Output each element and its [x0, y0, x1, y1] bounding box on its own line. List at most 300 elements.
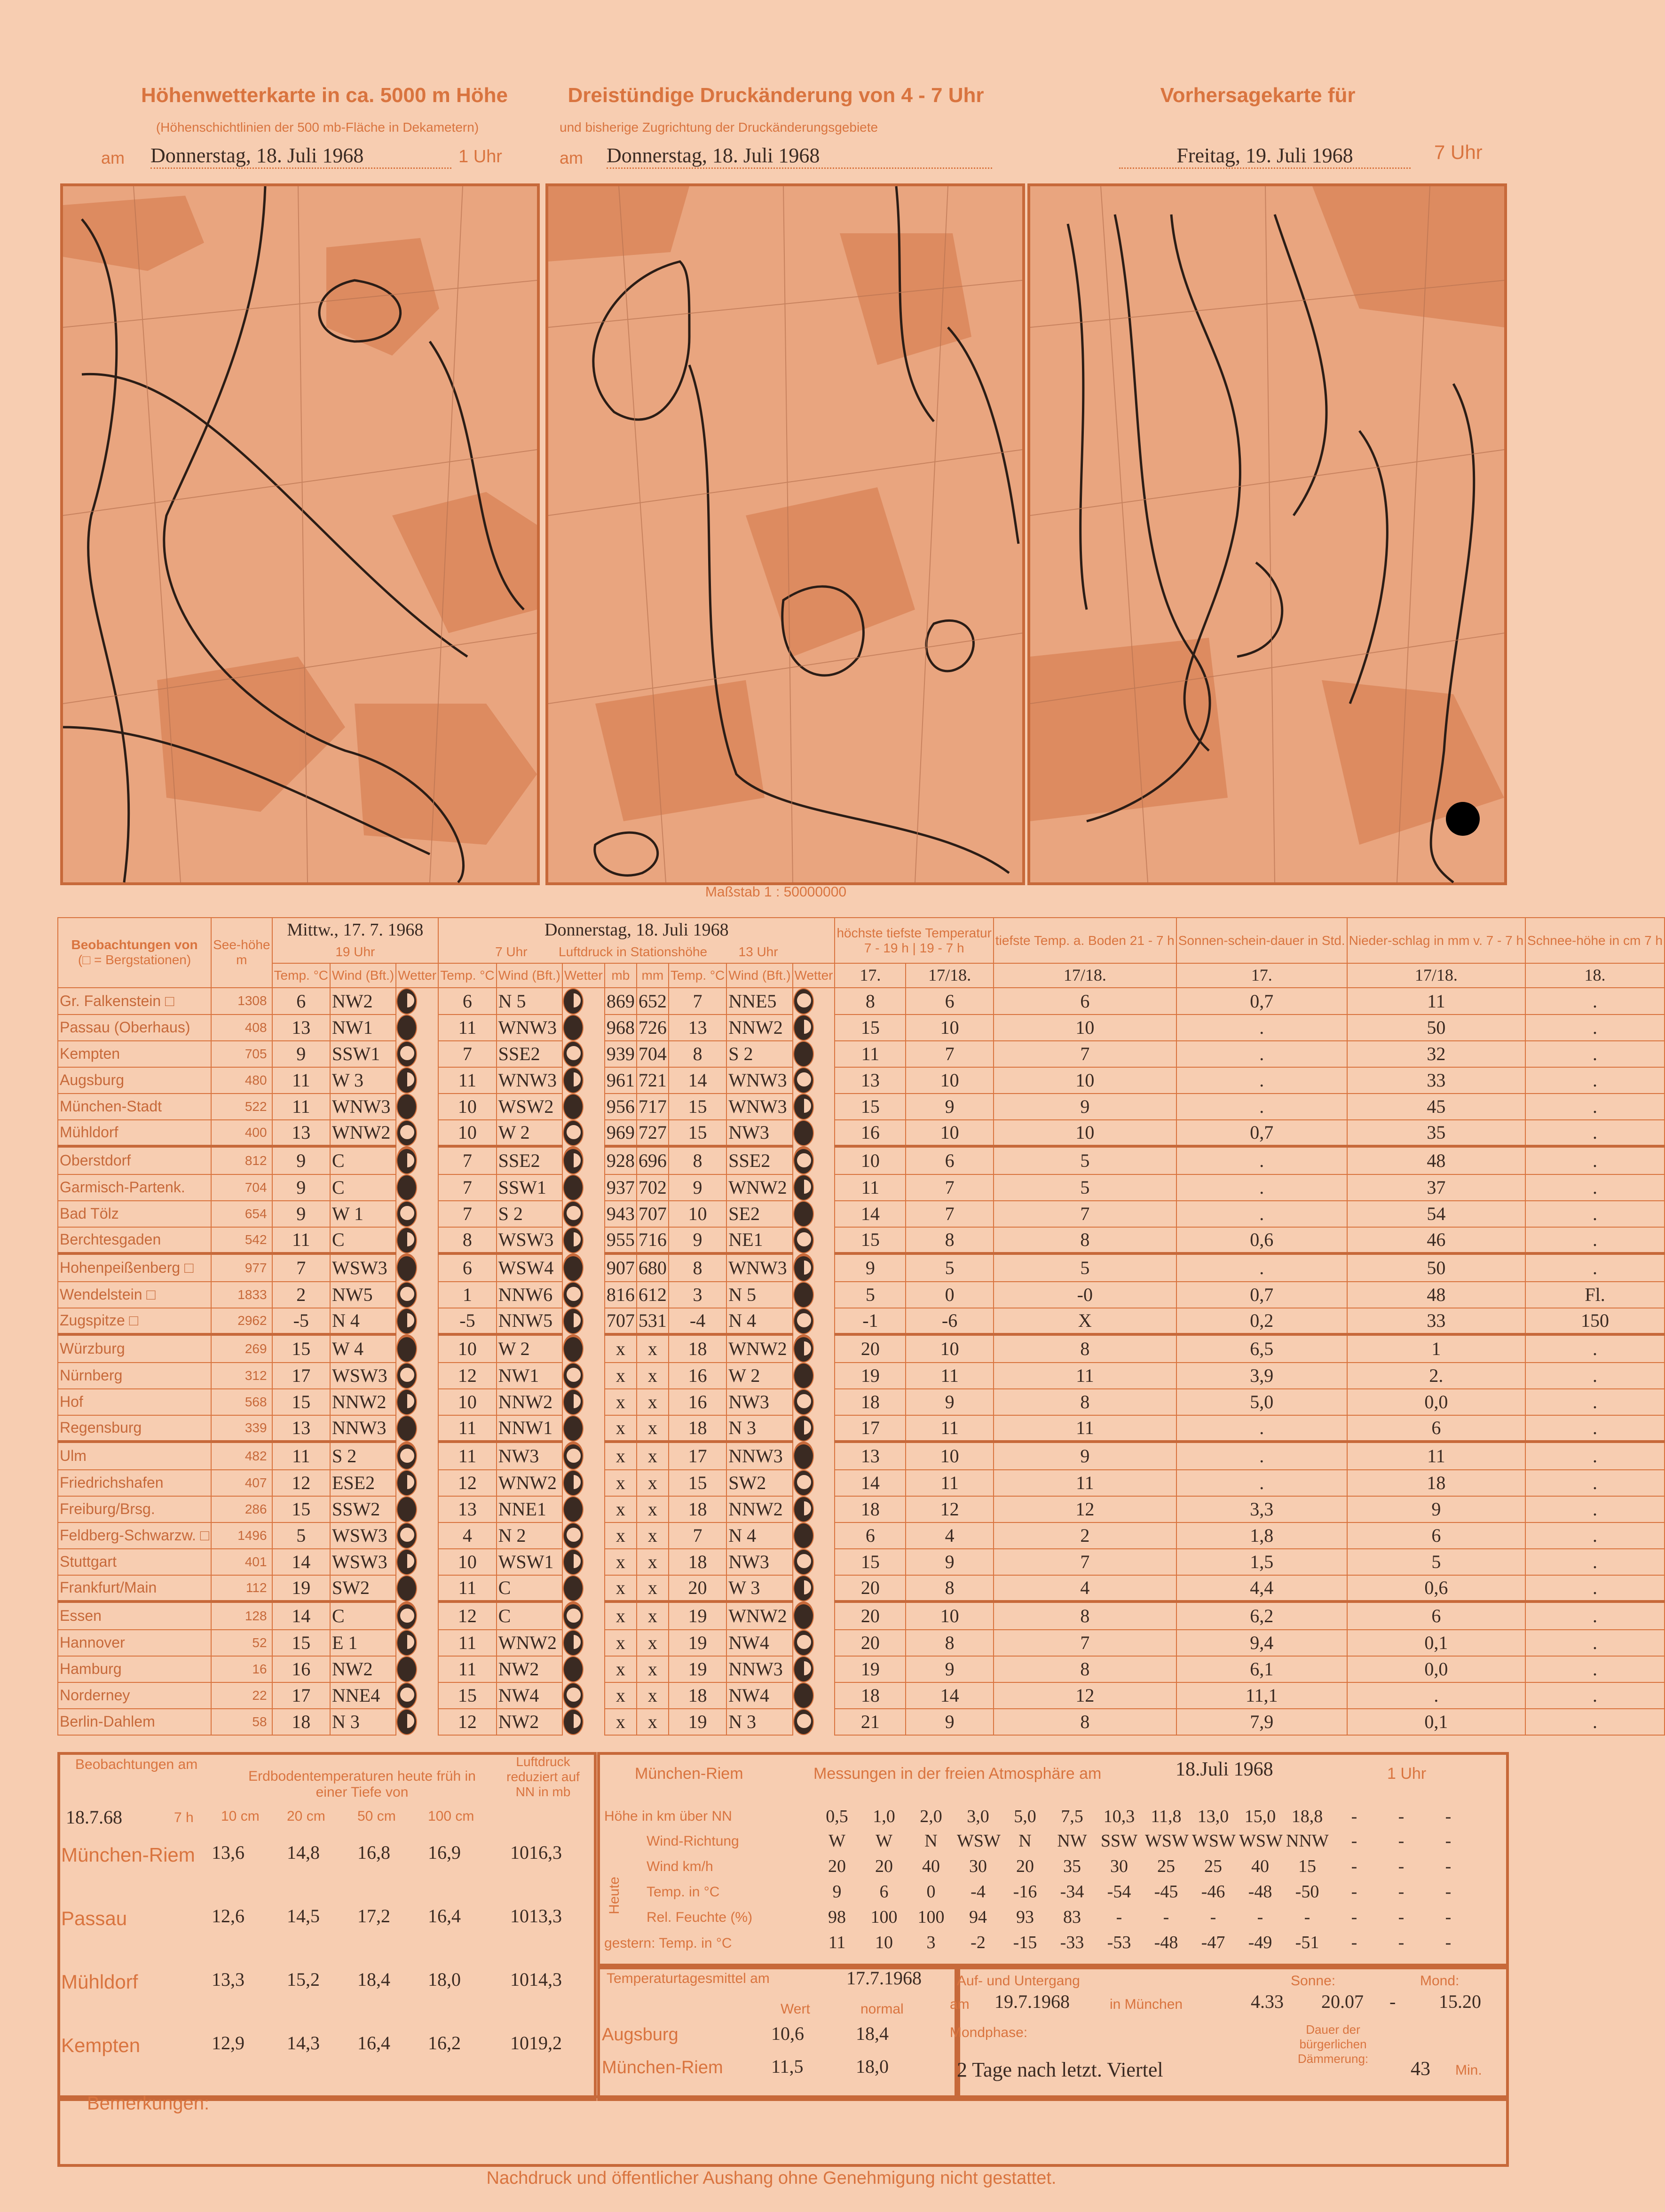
cell: 8 — [994, 1602, 1176, 1630]
cell: x — [637, 1575, 669, 1602]
cell: 50 — [1347, 1015, 1525, 1041]
station-name: Essen — [58, 1602, 211, 1630]
day2-header: Donnerstag, 18. Juli 1968 7 Uhr Luftdruck in Stationshöhe 13 Uhr — [438, 918, 835, 963]
cell: 1833 — [211, 1282, 272, 1308]
sun-date: 17. — [1176, 963, 1347, 987]
weather-symbol-icon — [796, 992, 813, 1009]
cell: 15 — [669, 1470, 726, 1496]
aerology-temps-value: 6 — [879, 1882, 889, 1902]
weather-symbol-icon — [399, 1579, 415, 1595]
weather-symbol-icon — [565, 1152, 582, 1169]
cell: . — [1525, 1549, 1665, 1575]
aerology-rhs-value: - — [1163, 1907, 1169, 1927]
dusk-unit: Min. — [1455, 2062, 1482, 2078]
cell: . — [1525, 1575, 1665, 1602]
cell: 10 — [906, 1067, 994, 1094]
cell: 400 — [211, 1120, 272, 1146]
cell: 9 — [669, 1174, 726, 1201]
cell: 7 — [669, 1522, 726, 1549]
aerology-rh-label: Rel. Feuchte (%) — [647, 1910, 753, 1925]
aerology-speeds-value: 20 — [1016, 1856, 1034, 1876]
cell: N 5 — [726, 1282, 792, 1308]
station-name: München-Stadt — [58, 1094, 211, 1120]
cell: 407 — [211, 1470, 272, 1496]
cell: 16 — [669, 1363, 726, 1389]
cell: 652 — [637, 988, 669, 1015]
cell: 20 — [835, 1602, 906, 1630]
max-date: 17. — [835, 963, 906, 987]
aerology-speeds-value: 40 — [1251, 1856, 1269, 1876]
cell: 6 — [835, 1522, 906, 1549]
cell: 9 — [906, 1709, 994, 1735]
soil-station: Mühldorf — [61, 1971, 138, 1993]
cell: N 3 — [330, 1709, 396, 1735]
cell: 15 — [835, 1549, 906, 1575]
cell: 8 — [994, 1709, 1176, 1735]
weather-symbol-icon — [796, 1286, 812, 1302]
cell: 0 — [906, 1282, 994, 1308]
station-name: Hohenpeißenberg □ — [58, 1253, 211, 1282]
aerology-dirs-value: WSW — [1145, 1831, 1189, 1851]
cell: 542 — [211, 1227, 272, 1253]
soil-value: 16,8 — [357, 1842, 390, 1863]
weather-symbol-icon — [399, 1205, 416, 1221]
aerology-rhs-value: 83 — [1063, 1907, 1081, 1927]
cell: N 2 — [497, 1522, 562, 1549]
weather-symbol-cell — [563, 1174, 584, 1201]
weather-symbol-cell — [396, 1201, 417, 1227]
cell: 5 — [994, 1174, 1176, 1201]
weather-symbol-cell — [563, 1094, 584, 1120]
cell: 7 — [906, 1041, 994, 1067]
weather-symbol-cell — [396, 1363, 417, 1389]
cell: 707 — [605, 1308, 637, 1334]
aerology-temps-value: -48 — [1248, 1882, 1272, 1902]
station-name: Feldberg-Schwarzw. □ — [58, 1522, 211, 1549]
cell: NW4 — [726, 1630, 792, 1656]
cell: 10 — [669, 1201, 726, 1227]
weather-symbol-icon — [796, 1124, 812, 1140]
aerology-dirs-value: NNW — [1286, 1831, 1329, 1851]
weather-symbol-icon — [565, 1231, 582, 1248]
cell: . — [1176, 1174, 1347, 1201]
cell: WNW2 — [497, 1630, 562, 1656]
cell: 7 — [906, 1174, 994, 1201]
table-row — [58, 1282, 1665, 1308]
pressure-change-am: am — [560, 148, 584, 167]
wind-header: Wind (Bft.) — [726, 963, 792, 987]
cell: 54 — [1347, 1201, 1525, 1227]
soil-value: 1013,3 — [510, 1905, 562, 1927]
cell: 11 — [438, 1415, 496, 1442]
cell: . — [1525, 1227, 1665, 1253]
table-row — [58, 1146, 1665, 1174]
weather-symbol-cell — [396, 1282, 417, 1308]
cell: 907 — [605, 1253, 637, 1282]
cell: 18 — [669, 1415, 726, 1442]
cell: 46 — [1347, 1227, 1525, 1253]
cell: x — [637, 1522, 669, 1549]
weather-symbol-icon — [399, 1179, 415, 1195]
cell: 9 — [272, 1041, 330, 1067]
weather-symbol-icon — [796, 1152, 813, 1169]
cell: 10 — [906, 1602, 994, 1630]
cell: 20 — [835, 1630, 906, 1656]
station-name: Frankfurt/Main — [58, 1575, 211, 1602]
cell: 7 — [994, 1201, 1176, 1227]
cell: NNW2 — [726, 1015, 792, 1041]
temp-mean-value: 18,0 — [856, 2056, 889, 2077]
cell: 15 — [272, 1389, 330, 1415]
map-scale: Maßstab 1 : 50000000 — [705, 884, 847, 900]
cell: 12 — [438, 1470, 496, 1496]
cell: WSW3 — [330, 1549, 396, 1575]
cell: ESE2 — [330, 1470, 396, 1496]
aerology-heights-value: 13,0 — [1197, 1807, 1229, 1826]
weather-symbol-icon — [796, 1500, 813, 1517]
table-row — [58, 1041, 1665, 1067]
cell: 13 — [272, 1015, 330, 1041]
cell: NW1 — [497, 1363, 562, 1389]
forecast-date: Freitag, 19. Juli 1968 — [1119, 143, 1411, 169]
aerology-heights-value: - — [1398, 1807, 1405, 1826]
weather-symbol-icon — [399, 1447, 416, 1464]
cell: x — [637, 1470, 669, 1496]
cell: 17 — [272, 1363, 330, 1389]
cell: 18 — [272, 1709, 330, 1735]
pressure-change-map — [545, 183, 1025, 885]
weather-symbol-icon — [796, 1687, 812, 1703]
cell: . — [1176, 1041, 1347, 1067]
aerology-dirs-value: WSW — [1239, 1831, 1283, 1851]
aerology-title: Messungen in der freien Atmosphäre am — [813, 1765, 1102, 1783]
cell: 286 — [211, 1496, 272, 1522]
aerology-yest-value: 11 — [828, 1933, 846, 1952]
cell: 8 — [835, 988, 906, 1015]
soil-value: 1014,3 — [510, 1969, 562, 1990]
cell: 4,4 — [1176, 1575, 1347, 1602]
cell: 939 — [605, 1041, 637, 1067]
weather-symbol-cell — [563, 1470, 584, 1496]
cell: NNW3 — [726, 1442, 792, 1470]
cell: 1496 — [211, 1522, 272, 1549]
mb-header: mb — [605, 963, 637, 987]
title-upper-air-map: Höhenwetterkarte in ca. 5000 m Höhe — [141, 84, 508, 107]
weather-symbol-cell — [396, 1253, 417, 1282]
cell: x — [605, 1682, 637, 1709]
cell: 12 — [438, 1709, 496, 1735]
cell: 5 — [994, 1253, 1176, 1282]
cell: x — [605, 1709, 637, 1735]
cell: 12 — [438, 1363, 496, 1389]
cell: 16 — [272, 1656, 330, 1682]
cell: 7 — [438, 1146, 496, 1174]
weather-symbol-icon — [399, 1231, 416, 1248]
cell: N 4 — [726, 1522, 792, 1549]
cell: 10 — [438, 1389, 496, 1415]
table-row — [58, 1120, 1665, 1146]
sunset: 20.07 — [1321, 1991, 1364, 2012]
table-row — [58, 1201, 1665, 1227]
cell: 10 — [438, 1334, 496, 1363]
cell: WNW3 — [726, 1253, 792, 1282]
soil-depth-label: 50 cm — [357, 1808, 396, 1824]
weather-symbol-icon — [399, 1340, 415, 1356]
weather-symbol-cell — [793, 1015, 814, 1041]
weather-symbol-icon — [399, 1393, 416, 1410]
cell: NNW3 — [330, 1415, 396, 1442]
weather-symbol-icon — [399, 992, 416, 1009]
cell: x — [605, 1549, 637, 1575]
aerology-speeds-value: 20 — [875, 1856, 893, 1876]
weather-symbol-cell — [793, 1415, 814, 1442]
cell: WNW2 — [330, 1120, 396, 1146]
cell: WNW3 — [726, 1094, 792, 1120]
cell: SSE2 — [497, 1146, 562, 1174]
precip-header: Nieder-schlag in mm v. 7 - 7 h — [1347, 918, 1525, 963]
cell: WSW2 — [497, 1094, 562, 1120]
soil-depth-label: 100 cm — [428, 1808, 474, 1824]
aerology-temps-value: -54 — [1107, 1882, 1131, 1902]
cell: . — [1347, 1682, 1525, 1709]
table-row — [58, 1602, 1665, 1630]
cell: 10 — [906, 1442, 994, 1470]
cell: . — [1525, 1442, 1665, 1470]
aerology-yest-value: - — [1445, 1933, 1452, 1952]
remarks-label: Bemerkungen: — [87, 2093, 210, 2114]
weather-symbol-cell — [563, 1602, 584, 1630]
weather-symbol-icon — [565, 1260, 581, 1276]
cell: x — [637, 1415, 669, 1442]
station-name: Ulm — [58, 1442, 211, 1470]
cell: 6 — [1347, 1415, 1525, 1442]
cell: x — [605, 1656, 637, 1682]
soil-depth-label: 20 cm — [287, 1808, 325, 1824]
weather-symbol-cell — [563, 1496, 584, 1522]
aerology-temps-value: - — [1398, 1882, 1405, 1902]
weather-symbol-cell — [396, 1308, 417, 1334]
sun-title: Auf- und Untergang — [957, 1973, 1080, 1989]
soil-value: 16,4 — [357, 2032, 390, 2053]
cell: x — [637, 1363, 669, 1389]
moon-phase-label: Mondphase: — [950, 2025, 1028, 2040]
cell: 522 — [211, 1094, 272, 1120]
cell: . — [1525, 1334, 1665, 1363]
cell: 717 — [637, 1094, 669, 1120]
cell: x — [605, 1389, 637, 1415]
weather-symbol-icon — [399, 1686, 416, 1703]
cell: 968 — [605, 1015, 637, 1041]
aerology-yest-value: -49 — [1248, 1933, 1272, 1952]
soil-title: Beobachtungen am — [75, 1757, 198, 1772]
cell: x — [637, 1389, 669, 1415]
cell: 18 — [835, 1682, 906, 1709]
cell: NW1 — [330, 1015, 396, 1041]
weather-symbol-cell — [793, 988, 814, 1015]
cell: 11 — [994, 1363, 1176, 1389]
table-row — [58, 1656, 1665, 1682]
cell: 17 — [835, 1415, 906, 1442]
weather-symbol-cell — [793, 1470, 814, 1496]
weather-symbol-icon — [796, 1608, 812, 1624]
station-name: Wendelstein □ — [58, 1282, 211, 1308]
table-row — [58, 1227, 1665, 1253]
aerology-heights-value: - — [1445, 1807, 1452, 1826]
weather-symbol-icon — [399, 1419, 415, 1435]
temp-mean-date: 17.7.1968 — [846, 1967, 922, 1989]
weather-symbol-cell — [793, 1146, 814, 1174]
aerology-heights-value: 2,0 — [920, 1807, 942, 1826]
station-name: Augsburg — [58, 1067, 211, 1094]
cell: 269 — [211, 1334, 272, 1363]
cell: NW2 — [497, 1656, 562, 1682]
aerology-rhs-value: 93 — [1016, 1907, 1034, 1927]
cell: 18 — [1347, 1470, 1525, 1496]
aerology-heights-value: 1,0 — [873, 1807, 895, 1826]
cell: 14 — [906, 1682, 994, 1709]
weather-symbol-cell — [396, 1602, 417, 1630]
weather-symbol-cell — [563, 1067, 584, 1094]
cell: 19 — [669, 1602, 726, 1630]
cell: 7 — [669, 988, 726, 1015]
cell: NNW2 — [726, 1496, 792, 1522]
cell: NNW2 — [497, 1389, 562, 1415]
cell: 704 — [637, 1041, 669, 1067]
soil-value: 13,6 — [212, 1842, 245, 1863]
cell: 13 — [272, 1120, 330, 1146]
weather-symbol-cell — [396, 1682, 417, 1709]
cell: 19 — [272, 1575, 330, 1602]
moonset: 15.20 — [1439, 1991, 1481, 2012]
cell: 2 — [272, 1282, 330, 1308]
cell: NW2 — [497, 1709, 562, 1735]
cell: . — [1176, 1201, 1347, 1227]
cell: N 4 — [330, 1308, 396, 1334]
weather-symbol-icon — [565, 1019, 581, 1035]
aerology-heights-value: 0,5 — [826, 1807, 848, 1826]
cell: 977 — [211, 1253, 272, 1282]
cell: x — [605, 1470, 637, 1496]
weather-symbol-icon — [796, 1367, 812, 1383]
cell: 969 — [605, 1120, 637, 1146]
cell: 13 — [835, 1442, 906, 1470]
weather-symbol-cell — [396, 1146, 417, 1174]
cell: x — [637, 1602, 669, 1630]
snow-date: 18. — [1525, 963, 1665, 987]
aerology-rhs-value: 94 — [969, 1907, 987, 1927]
cell: x — [637, 1549, 669, 1575]
cell: SW2 — [330, 1575, 396, 1602]
cell: 12 — [994, 1496, 1176, 1522]
cell: 20 — [835, 1334, 906, 1363]
cell: 6,1 — [1176, 1656, 1347, 1682]
weather-symbol-icon — [796, 1527, 812, 1543]
cell: 0,6 — [1176, 1227, 1347, 1253]
dusk-value: 43 — [1411, 2058, 1430, 2080]
soil-station: Passau — [61, 1907, 127, 1929]
cell: 680 — [637, 1253, 669, 1282]
aerology-heights-value: 15,0 — [1244, 1807, 1276, 1826]
cell: C — [330, 1146, 396, 1174]
cell: 6 — [994, 988, 1176, 1015]
weather-symbol-cell — [396, 1067, 417, 1094]
cell: 568 — [211, 1389, 272, 1415]
cell: 9 — [669, 1227, 726, 1253]
cell: 869 — [605, 988, 637, 1015]
aerology-speeds-value: - — [1351, 1856, 1357, 1876]
cell: 2962 — [211, 1308, 272, 1334]
cell: 11 — [272, 1094, 330, 1120]
weather-symbol-cell — [563, 1630, 584, 1656]
weather-symbol-cell — [563, 1227, 584, 1253]
temp-header: Temp. °C — [272, 963, 330, 987]
cell: . — [1525, 1709, 1665, 1735]
aerology-speeds-value: 15 — [1298, 1856, 1316, 1876]
cell: E 1 — [330, 1630, 396, 1656]
cell: NNE4 — [330, 1682, 396, 1709]
aerology-temp-label: Temp. in °C — [647, 1884, 720, 1900]
weather-symbol-cell — [563, 1522, 584, 1549]
cell: 14 — [669, 1067, 726, 1094]
cell: 6 — [438, 988, 496, 1015]
dusk-label: Dauer der bürgerlichen Dämmerung: — [1297, 2022, 1369, 2066]
station-name: Hamburg — [58, 1656, 211, 1682]
maxmin-header: höchste tiefste Temperatur 7 - 19 h | 19 - 7 h — [835, 918, 993, 963]
weather-symbol-cell — [563, 1041, 584, 1067]
cell: 6 — [272, 988, 330, 1015]
table-row — [58, 1682, 1665, 1709]
cell: 32 — [1347, 1041, 1525, 1067]
aerology-rhs-value: 100 — [870, 1907, 898, 1927]
cell: N 3 — [726, 1709, 792, 1735]
cell: . — [1525, 1656, 1665, 1682]
aerology-heights-value: - — [1351, 1807, 1357, 1826]
cell: 11 — [906, 1415, 994, 1442]
cell: WSW3 — [330, 1363, 396, 1389]
cell: SSW2 — [330, 1496, 396, 1522]
cell: x — [605, 1630, 637, 1656]
table-row — [58, 1470, 1665, 1496]
cell: x — [605, 1575, 637, 1602]
cell: SSW1 — [497, 1174, 562, 1201]
cell: NW3 — [726, 1389, 792, 1415]
cell: 11 — [835, 1041, 906, 1067]
cell: 0,7 — [1176, 1120, 1347, 1146]
cell: 19 — [835, 1656, 906, 1682]
aerology-temps-value: -16 — [1013, 1882, 1037, 1902]
upper-air-am: am — [101, 148, 125, 167]
cell: WNW2 — [726, 1174, 792, 1201]
cell: 4 — [438, 1522, 496, 1549]
cell: 7 — [438, 1041, 496, 1067]
cell: 4 — [906, 1522, 994, 1549]
soil-value: 13,3 — [212, 1969, 245, 1990]
station-name: Nürnberg — [58, 1363, 211, 1389]
cell: 6,5 — [1176, 1334, 1347, 1363]
cell: . — [1176, 1015, 1347, 1041]
cell: 12 — [994, 1682, 1176, 1709]
station-name: Zugspitze □ — [58, 1308, 211, 1334]
aerology-speeds-value: 25 — [1157, 1856, 1175, 1876]
cell: NW2 — [330, 1656, 396, 1682]
cell: 9 — [906, 1094, 994, 1120]
soil-value: 16,2 — [428, 2032, 461, 2053]
table-row — [58, 1094, 1665, 1120]
aerology-yest-value: -48 — [1154, 1933, 1178, 1952]
cell: 14 — [835, 1201, 906, 1227]
cell: 1 — [1347, 1334, 1525, 1363]
weather-symbol-cell — [396, 1120, 417, 1146]
